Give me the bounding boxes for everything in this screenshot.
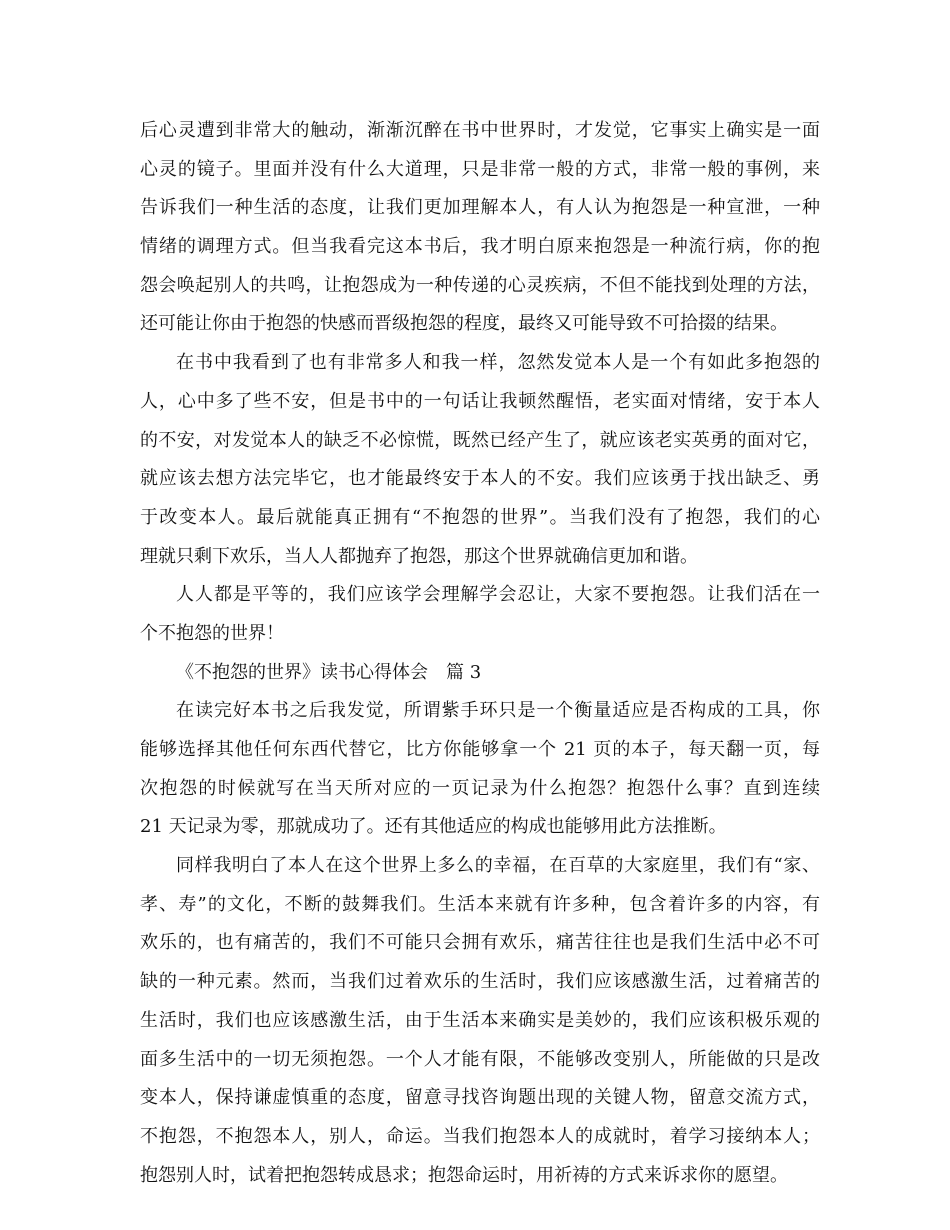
paragraph-first-line: 同样我明白了本人在这个世界上多么的幸福，在百草的大家庭里，我们有“家、 — [176, 855, 820, 877]
paragraph-first-line: 在读完好本书之后我发觉，所谓紫手环只是一个衡量适应是否构成的工具，你 — [176, 700, 820, 722]
paragraph-line: 告诉我们一种生活的态度，让我们更加理解本人，有人认为抱怨是一种宣泄，一种 — [140, 197, 820, 219]
paragraph-line: 于改变本人。最后就能真正拥有“不抱怨的世界”。当我们没有了抱怨，我们的心 — [140, 506, 820, 528]
paragraph-line: 缺的一种元素。然而，当我们过着欢乐的生活时，我们应该感激生活，过着痛苦的 — [140, 971, 820, 993]
paragraph-line: 的不安，对发觉本人的缺乏不必惊慌，既然已经产生了，就应该老实英勇的面对它， — [140, 429, 820, 451]
paragraph-line: 孝、寿”的文化，不断的鼓舞我们。生活本来就有许多种，包含着许多的内容，有 — [140, 893, 820, 915]
paragraph-line: 欢乐的，也有痛苦的，我们不可能只会拥有欢乐，痛苦往往也是我们生活中必不可 — [140, 932, 820, 954]
paragraph-first-line: 在书中我看到了也有非常多人和我一样，忽然发觉本人是一个有如此多抱怨的 — [176, 352, 820, 374]
paragraph-line: 面多生活中的一切无须抱怨。一个人才能有限，不能够改变别人，所能做的只是改 — [140, 1048, 820, 1070]
paragraph-line: 人，心中多了些不安，但是书中的一句话让我顿然醒悟，老实面对情绪，安于本人 — [140, 390, 820, 412]
paragraph-last-line: 个不抱怨的世界！ — [140, 622, 284, 644]
paragraph-line: 后心灵遭到非常大的触动，渐渐沉醉在书中世界时，才发觉，它事实上确实是一面 — [140, 120, 820, 141]
paragraph-line: 就应该去想方法完毕它，也才能最终安于本人的不安。我们应该勇于找出缺乏、勇 — [140, 468, 820, 490]
paragraph-line: 怨会唤起别人的共鸣，让抱怨成为一种传递的心灵疾病，不但不能找到处理的方法， — [140, 274, 820, 296]
paragraph-line: 心灵的镜子。里面并没有什么大道理，只是非常一般的方式，非常一般的事例，来 — [140, 158, 820, 180]
section-heading: 《不抱怨的世界》读书心得体会 篇 3 — [176, 661, 482, 683]
paragraph-line: 生活时，我们也应该感激生活，由于生活本来确实是美妙的，我们应该积极乐观的 — [140, 1009, 820, 1031]
paragraph-first-line: 人人都是平等的，我们应该学会理解学会忍让，大家不要抱怨。让我们活在一 — [176, 584, 820, 606]
paragraph-line: 变本人，保持谦虚慎重的态度，留意寻找咨询题出现的关键人物，留意交流方式， — [140, 1087, 820, 1109]
document-body — [140, 112, 820, 1195]
paragraph-line: 情绪的调理方式。但当我看完这本书后，我才明白原来抱怨是一种流行病，你的抱 — [140, 236, 820, 258]
paragraph-line: 次抱怨的时候就写在当天所对应的一页记录为什么抱怨？抱怨什么事？直到连续 — [140, 777, 820, 799]
paragraph-line: 不抱怨，不抱怨本人，别人，命运。当我们抱怨本人的成就时，着学习接纳本人； — [140, 1125, 820, 1147]
paragraph-line: 能够选择其他任何东西代替它，比方你能够拿一个 21 页的本子，每天翻一页，每 — [140, 739, 820, 760]
paragraph-line: 抱怨别人时，试着把抱怨转成恳求；抱怨命运时，用祈祷的方式来诉求你的愿望。 — [140, 1164, 788, 1186]
paragraph-last-line: 21 天记录为零，那就成功了。还有其他适应的构成也能够用此方法推断。 — [140, 816, 727, 838]
paragraph-last-line: 理就只剩下欢乐，当人人都抛弃了抱怨，那这个世界就确信更加和谐。 — [140, 545, 698, 567]
paragraph-last-line: 还可能让你由于抱怨的快感而晋级抱怨的程度，最终又可能导致不可拾掇的结果。 — [140, 313, 788, 335]
